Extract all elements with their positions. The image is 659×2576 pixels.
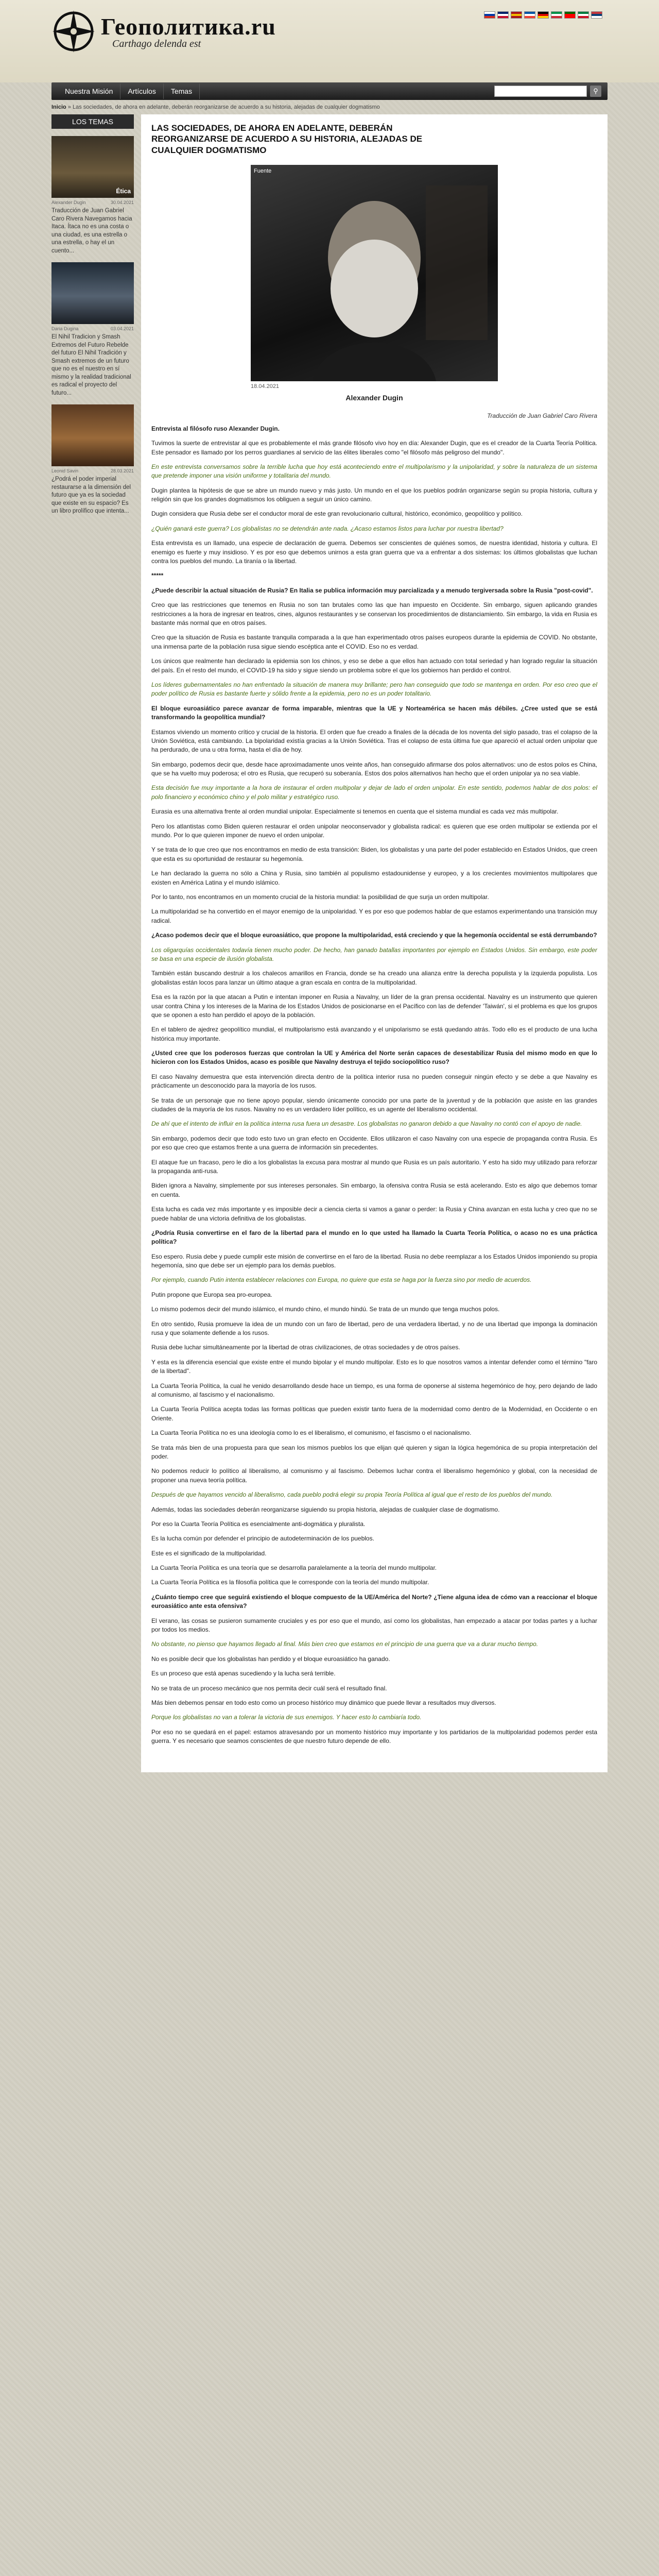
article-paragraph: Y se trata de lo que creo que nos encontramos en medio de esta transición: Biden, los globalistas y una parte del poder establecido en Estados Unidos, que creen que esta es su oportunidad de restaurar su hegemonía. <box>151 846 597 862</box>
sidebar-thumbnail[interactable] <box>51 136 134 198</box>
flag-it-icon[interactable] <box>551 11 562 19</box>
flag-es-icon[interactable] <box>511 11 522 19</box>
article-paragraph: También están buscando destruir a los chalecos amarillos en Francia, donde se ha creado una alianza entre la derecha populista y la izquierda populista. Los globalistas están locos para lanzar un último ataque a gran escala en contra de la multipolaridad. <box>151 970 597 986</box>
breadcrumb <box>51 104 608 114</box>
sidebar-item[interactable] <box>51 136 134 255</box>
article-question: El bloque euroasiático parece avanzar de forma imparable, mientras que la UE y Norteamérica se hacen más débiles. ¿Cree usted que se está transformando la geopolítica mundial? <box>151 704 597 721</box>
article-hero-image <box>251 165 498 381</box>
article <box>141 114 608 1772</box>
language-selector <box>484 11 602 19</box>
article-paragraph: La Cuarta Teoría Política, la cual he venido desarrollando desde hace un tiempo, es una forma de oponerse al sistema hegemónico de hoy, pero dejando de lado al comunismo, al fascismo y el nacionalismo. <box>151 1382 597 1398</box>
article-paragraph: Sin embargo, podemos decir que todo esto tuvo un gran efecto en Occidente. Ellos utilizaron el caso Navalny con una especie de propaganda contra Rusia. Es por eso que creo que estamos frente a una guerra de información sin precedentes. <box>151 1134 597 1151</box>
article-paragraph: La Cuarta Teoría Política acepta todas las formas políticas que pueden existir tanto fuera de la modernidad como dentro de la Modernidad, en Occidente o en Oriente. <box>151 1405 597 1422</box>
flag-fr-icon[interactable] <box>524 11 535 19</box>
sidebar-author: Daria Dugina <box>51 326 79 332</box>
article-paragraph: La Cuarta Teoría Política no es una ideología como lo es el liberalismo, el comunismo, el fascismo o el nacionalismo. <box>151 1429 472 1437</box>
article-highlight: Porque los globalistas no van a tolerar la victoria de sus enemigos. Y hacer esto lo cambiaría todo. <box>151 1714 422 1721</box>
flag-en-icon[interactable] <box>497 11 509 19</box>
site-name: Геополитика.ru <box>101 13 276 40</box>
breadcrumb-home[interactable]: Inicio <box>51 104 66 110</box>
sidebar-title: LOS TEMAS <box>51 114 134 129</box>
article-paragraph: Se trata de un personaje que no tiene apoyo popular, siendo únicamente conocido por una parte de la juventud y de la población que asiste en las grandes ciudades de la mayoría de los rusos. Navalny no es un verdadero líder político, es un agente del liberalismo occidental. <box>151 1096 597 1113</box>
article-paragraph: Rusia debe luchar simultáneamente por la libertad de otras civilizaciones, de otras sociedades y de otros países. <box>151 1344 460 1351</box>
article-translator: Traducción de Juan Gabriel Caro Rivera <box>487 412 597 419</box>
sidebar-excerpt: El Nihil Tradicion y Smash Extremos del Futuro Rebelde del futuro El Nihil Tradición y Smash extremos de un futuro que no es el nuestro en sí mismo y la realidad tradicional es radical el proyecto del futuro... <box>51 334 131 396</box>
search-input[interactable] <box>494 86 587 97</box>
article-paragraph: La Cuarta Teoría Política es una teoría que se desarrolla paralelamente a la teoría del mundo multipolar. <box>151 1564 437 1572</box>
flag-pt-icon[interactable] <box>564 11 576 19</box>
flag-ar-icon[interactable] <box>578 11 589 19</box>
sidebar-thumbnail[interactable] <box>51 262 134 324</box>
thumbnail-caption: Ética <box>116 188 131 195</box>
nav-temas[interactable]: Temas <box>164 83 200 99</box>
article-paragraph: Estamos viviendo un momento crítico y crucial de la historia. El orden que fue creado a finales de la década de los noventa del siglo pasado, tras el colapso de la Unión Soviética, está cambiando. La bipolaridad existía gracias a la Unión Soviética. Tras el colapso de esta última fue que apareció el actual orden unipolar que ha perdurado, de una u otra forma, hasta el día de hoy. <box>151 728 597 754</box>
sidebar-excerpt: Traducción de Juan Gabriel Caro Rivera Navegamos hacia Itaca. Ítaca no es una costa o una ciudad, es una estrella o una estrella, o hay el un cuento... <box>51 208 132 254</box>
article-paragraph: Esta entrevista es un llamado, una especie de declaración de guerra. Debemos ser conscientes de quiénes somos, de nuestra identidad, historia y cultura. El enemigo es fuerte y muy insidioso. Y es por eso que debemos unirnos a esta gran guerra que va a enfrentar a dos sistemas: los últimos globalistas que luchan contra los pueblos del mundo. La tiranía o la libertad. <box>151 539 597 565</box>
site-header <box>0 0 659 82</box>
article-author[interactable]: Alexander Dugin <box>345 393 403 402</box>
article-paragraph: En otro sentido, Rusia promueve la idea de un mundo con un faro de libertad, pero de una verdadera libertad, y no de una libertad que imponga la dominación rusa y que solamente defiende a los rusos. <box>151 1320 597 1337</box>
article-question: ¿Acaso podemos decir que el bloque euroasiático, que propone la multipolaridad, está creciendo y que la hegemonía occidental se está derrumbando? <box>151 931 597 939</box>
article-paragraph: La Cuarta Teoría Política es la filosofía política que le corresponde con la teoría del mundo multipolar. <box>151 1579 429 1586</box>
sidebar <box>51 114 134 1772</box>
article-paragraph: Putin propone que Europa sea pro-europea. <box>151 1291 272 1298</box>
article-paragraph: No se trata de un proceso mecánico que nos permita decir cuál será el resultado final. <box>151 1684 387 1692</box>
article-highlight: Los líderes gubernamentales no han enfrentado la situación de manera muy brillante; pero han conseguido que todo se mantenga en orden. Por eso creo que el poder político de Rusia es bastante fuerte y sólido frente a la epidemia, pero no es un poder totalitario. <box>151 681 597 698</box>
article-highlight: Los oligarquías occidentales todavía tienen mucho poder. De hecho, han ganado batallas importantes por ejemplo en Estados Unidos. Sin embargo, este poder se basa en una especie de ilusión globalista. <box>151 946 597 962</box>
sidebar-item[interactable] <box>51 404 134 516</box>
breadcrumb-path: » Las sociedades, de ahora en adelante, deberán reorganizarse de acuerdo a su historia, alejadas de cualquier dogmatismo <box>66 104 380 110</box>
article-paragraph: El ataque fue un fracaso, pero le dio a los globalistas la excusa para mostrar al mundo que Rusia es un país autoritario. Y esto ha sido muy utilizado para reforzar la propaganda anti-rusa. <box>151 1158 597 1175</box>
article-question: ¿Usted cree que los poderosos fuerzas que controlan la UE y América del Norte serán capaces de desestabilizar Rusia del mismo modo en que lo hicieron con los Estados Unidos, acaso es posible que Navalny destruya el tejido sociopolítico ruso? <box>151 1049 597 1066</box>
sidebar-thumbnail[interactable] <box>51 404 134 466</box>
article-paragraph: Es la lucha común por defender el principio de autodeterminación de los pueblos. <box>151 1535 374 1543</box>
article-paragraph: ***** <box>151 572 164 580</box>
article-highlight: De ahí que el intento de influir en la política interna rusa fuera un desastre. Los globalistas no ganaron debido a que Navalny no contó con el apoyo de nadie. <box>151 1120 582 1128</box>
article-paragraph: Eso espero. Rusia debe y puede cumplir este misión de convertirse en el faro de la libertad. Rusia no debe reemplazar a los Estados Unidos imponiendo su propia hegemonía, sino que debe ser un ejemplo para los demás pueblos. <box>151 1252 597 1269</box>
article-paragraph: La multipolaridad se ha convertido en el mayor enemigo de la unipolaridad. Y es por eso que podemos hablar de que estamos experimentando una transición muy radical. <box>151 908 597 924</box>
article-paragraph: Este es el significado de la multipolaridad. <box>151 1549 267 1557</box>
sidebar-excerpt: ¿Podrá el poder imperial restaurarse a la dimensión del futuro que ya es la sociedad que existe en su espacio? Es un libro prolífico que intenta... <box>51 476 131 515</box>
article-highlight: No obstante, no pienso que hayamos llegado al final. Más bien creo que estamos en el principio de una guerra que va a durar mucho tiempo. <box>151 1640 539 1648</box>
article-paragraph: Lo mismo podemos decir del mundo islámico, el mundo chino, el mundo hindú. Se trata de un mundo que tenga muchos polos. <box>151 1306 500 1313</box>
sidebar-item[interactable] <box>51 262 134 397</box>
site-tagline: Carthago delenda est <box>112 38 201 49</box>
article-paragraph: Los únicos que realmente han declarado la epidemia son los chinos, y eso se debe a que ellos han actuado con total seriedad y han logrado regular la situación del país. En el resto del mundo, el COVID-19 ha sido y sigue siendo un problema sobre el que los gobiernos han perdido el control. <box>151 657 597 674</box>
article-paragraph: Pero los atlantistas como Biden quieren restaurar el orden unipolar neoconservador y globalista radical: es quieren que ese orden multipolar se extienda por el mundo. Por lo que quieren imponer de nuevo el orden unipolar. <box>151 822 597 839</box>
article-paragraph: Tuvimos la suerte de entrevistar al que es probablemente el más grande filósofo vivo hoy en día: Alexander Dugin, que es el creador de la Cuarta Teoría Política. Este pensador es llamado por los perros guardianes al servicio de las élites liberales como "el filósofo más peligroso del mundo". <box>151 439 597 456</box>
hero-source-label: Fuente <box>254 167 272 174</box>
article-highlight: Por ejemplo, cuando Putin intenta establecer relaciones con Europa, no quiere que esta se haga por la fuerza sino por medio de acuerdos. <box>151 1276 532 1284</box>
article-paragraph: En el tablero de ajedrez geopolítico mundial, el multipolarismo está avanzando y el unipolarismo se está quedando atrás. Todo ello es el producto de una lucha histórica muy importante. <box>151 1026 597 1042</box>
article-highlight: En este entrevista conversamos sobre la terrible lucha que hoy está aconteciendo entre el multipolarismo y la unipolaridad, y sobre la naturaleza de un sistema que pretende imponer una visión uniforme y totalitaria del mundo. <box>151 463 597 480</box>
logo-emblem-icon <box>51 9 96 54</box>
article-paragraph: Más bien debemos pensar en todo esto como un proceso histórico muy dinámico que puede llevar a resultados muy diversos. <box>151 1699 496 1706</box>
search-box <box>494 86 601 97</box>
article-date: 18.04.2021 <box>251 383 280 389</box>
nav-mision[interactable]: Nuestra Misión <box>58 83 120 99</box>
sidebar-date: 30.04.2021 <box>110 200 134 205</box>
article-question: ¿Cuánto tiempo cree que seguirá existiendo el bloque compuesto de la UE/América del Norte? ¿Tiene alguna idea de cómo van a reaccionar el bloque euroasiático ante esta ofensiva? <box>151 1593 597 1610</box>
article-paragraph: Por lo tanto, nos encontramos en un momento crucial de la historia mundial: la posibilidad de que surja un orden multipolar. <box>151 893 489 901</box>
article-paragraph: Por eso no se quedará en el papel: estamos atravesando por un momento histórico muy importante y los partidarios de la multipolaridad podemos perder esta guerra. Y es necesario que seamos conscientes de que nuestro futuro depende de ello. <box>151 1728 597 1745</box>
article-question: Entrevista al filósofo ruso Alexander Dugin. <box>151 425 280 432</box>
main-container <box>51 114 608 1772</box>
article-paragraph: Creo que la situación de Rusia es bastante tranquila comparada a la que han experimentado otros países europeos durante la epidemia de COVID. No obstante, una inmensa parte de la población rusa sigue siendo escéptica ante el COVID. Eso no es verdad. <box>151 634 597 650</box>
sidebar-author: Alexander Dugin <box>51 200 86 205</box>
flag-sr-icon[interactable] <box>591 11 602 19</box>
article-paragraph: Por eso la Cuarta Teoría Política es esencialmente anti-dogmática y pluralista. <box>151 1520 366 1528</box>
article-paragraph: Sin embargo, podemos decir que, desde hace aproximadamente unos veinte años, han conseguido afirmarse dos polos alternativos: uno de estos polos es China, que se ha vuelto muy poderosa; el otro es Rusia, que recuperó su soberanía. Estos dos polos alternativos han hecho que el orden unipolar ya no sea viable. <box>151 760 597 777</box>
article-paragraph: Además, todas las sociedades deberán reorganizarse siguiendo su propia historia, alejadas de cualquier clase de dogmatismo. <box>151 1505 500 1513</box>
portrait-illustration <box>251 165 498 381</box>
site-logo[interactable] <box>51 9 276 54</box>
nav-articulos[interactable]: Artículos <box>120 83 163 99</box>
article-paragraph: No podemos reducir lo político al liberalismo, al comunismo y al fascismo. Debemos luchar contra el liberalismo hegemónico y global, con la necesidad de proponer una nueva teoría política. <box>151 1467 597 1484</box>
article-paragraph: Y esta es la diferencia esencial que existe entre el mundo bipolar y el mundo multipolar. Esto es lo que nosotros vamos a intentar defender como el término "faro de la libertad". <box>151 1358 597 1375</box>
article-body <box>151 425 597 1746</box>
article-paragraph: Esta lucha es cada vez más importante y es imposible decir a ciencia cierta si vamos a ganar o perder: la Rusia y China avanzan en esta lucha y creo que no se puede hablar de una victoria definitiva de los globalistas. <box>151 1206 597 1222</box>
article-paragraph: Esa es la razón por la que atacan a Putin e intentan imponer en Rusia a Navalny, un líder de la gran prensa occidental. Navalny es un instrumento que quieren usar contra China y los intereses de la Marina de los Estados Unidos de posicionarse en el Pacífico con las de defender 'Taiwán', si el problema es que los grupos que se oponen a esto han perdido el apoyo de la población. <box>151 993 597 1019</box>
sidebar-author: Leonid Savin <box>51 468 79 474</box>
article-paragraph: Dugin plantea la hipótesis de que se abre un mundo nuevo y más justo. Un mundo en el que los pueblos podrán organizarse según su propia historia, cultura y religión sin que los grandes dogmatismos los obliguen a seguir un único camino. <box>151 486 597 503</box>
main-nav <box>51 82 608 100</box>
search-icon[interactable]: ⚲ <box>590 86 601 97</box>
sidebar-date: 03.04.2021 <box>110 326 134 332</box>
article-paragraph: Dugin considera que Rusia debe ser el conductor moral de este gran revolucionario cultural, histórico, económico, geopolítico y político. <box>151 510 523 518</box>
article-paragraph: Le han declarado la guerra no sólo a China y Rusia, sino también al populismo estadounidense y europeo, y a los crecientes movimientos multipolares que existen en América Latina y el mundo islámico. <box>151 870 597 886</box>
article-title: LAS SOCIEDADES, DE AHORA EN ADELANTE, DEBERÁN REORGANIZARSE DE ACUERDO A SU HISTORIA, ALEJADAS DE CUALQUIER DOGMATISMO <box>151 123 423 155</box>
article-highlight: Después de que hayamos vencido al liberalismo, cada pueblo podrá elegir su propia Teoría Política al igual que el resto de los pueblos del mundo. <box>151 1491 553 1499</box>
article-question: ¿Podría Rusia convertirse en el faro de la libertad para el mundo en lo que usted ha llamado la Cuarta Teoría Política, o acaso no es una práctica política? <box>151 1229 597 1246</box>
article-paragraph: Biden ignora a Navalny, simplemente por sus intereses personales. Sin embargo, la ofensiva contra Rusia se está acelerando. Esto es algo que debemos tomar en cuenta. <box>151 1182 597 1198</box>
article-paragraph: No es posible decir que los globalistas han perdido y el bloque euroasiático ha ganado. <box>151 1655 390 1663</box>
sidebar-date: 28.03.2021 <box>110 468 134 474</box>
flag-ru-icon[interactable] <box>484 11 495 19</box>
article-paragraph: Eurasia es una alternativa frente al orden mundial unipolar. Especialmente si tenemos en cuenta que el sistema mundial es cada vez más multipolar. <box>151 808 559 816</box>
article-paragraph: Es un proceso que está apenas sucediendo y la lucha será terrible. <box>151 1670 336 1677</box>
article-paragraph: Creo que las restricciones que tenemos en Rusia no son tan brutales como las que han impuesto en Occidente. Sin embargo, siguen aplicando grandes restricciones a la hora de ingresar en teatros, cines, algunos restaurantes y se conservan los procedimientos de distanciamiento. Sin embargo, la vida en Rusia es bastante más normal que en otros países. <box>151 601 597 626</box>
article-paragraph: Se trata más bien de una propuesta para que sean los mismos pueblos los que elijan qué quieren y sigan la lógica hegemónica de su propia interpretación del poder. <box>151 1444 597 1460</box>
article-highlight: Esta decisión fue muy importante a la hora de instaurar el orden multipolar y dejar de lado el orden unipolar. En este sentido, podemos hablar de dos polos: el polo financiero y económico chino y el polo militar y estratégico ruso. <box>151 784 597 801</box>
article-paragraph: El verano, las cosas se pusieron sumamente cruciales y es por eso que el mundo, así como los globalistas, han empezado a atacar por todas partes y a luchar por todos los medios. <box>151 1617 597 1634</box>
article-question: ¿Puede describir la actual situación de Rusia? En Italia se publica información muy parcializada y a menudo tergiversada sobre la Rusia "post-covid". <box>151 586 593 594</box>
article-paragraph: El caso Navalny demuestra que esta intervención directa dentro de la política interior rusa no pueden conseguir ningún efecto y se debe a que Navalny es prácticamente un desconocido para la mayoría de los rusos. <box>151 1073 597 1090</box>
flag-de-icon[interactable] <box>537 11 549 19</box>
article-highlight: ¿Quién ganará este guerra? Los globalistas no se detendrán ante nada. ¿Acaso estamos listos para luchar por nuestra libertad? <box>151 524 504 532</box>
